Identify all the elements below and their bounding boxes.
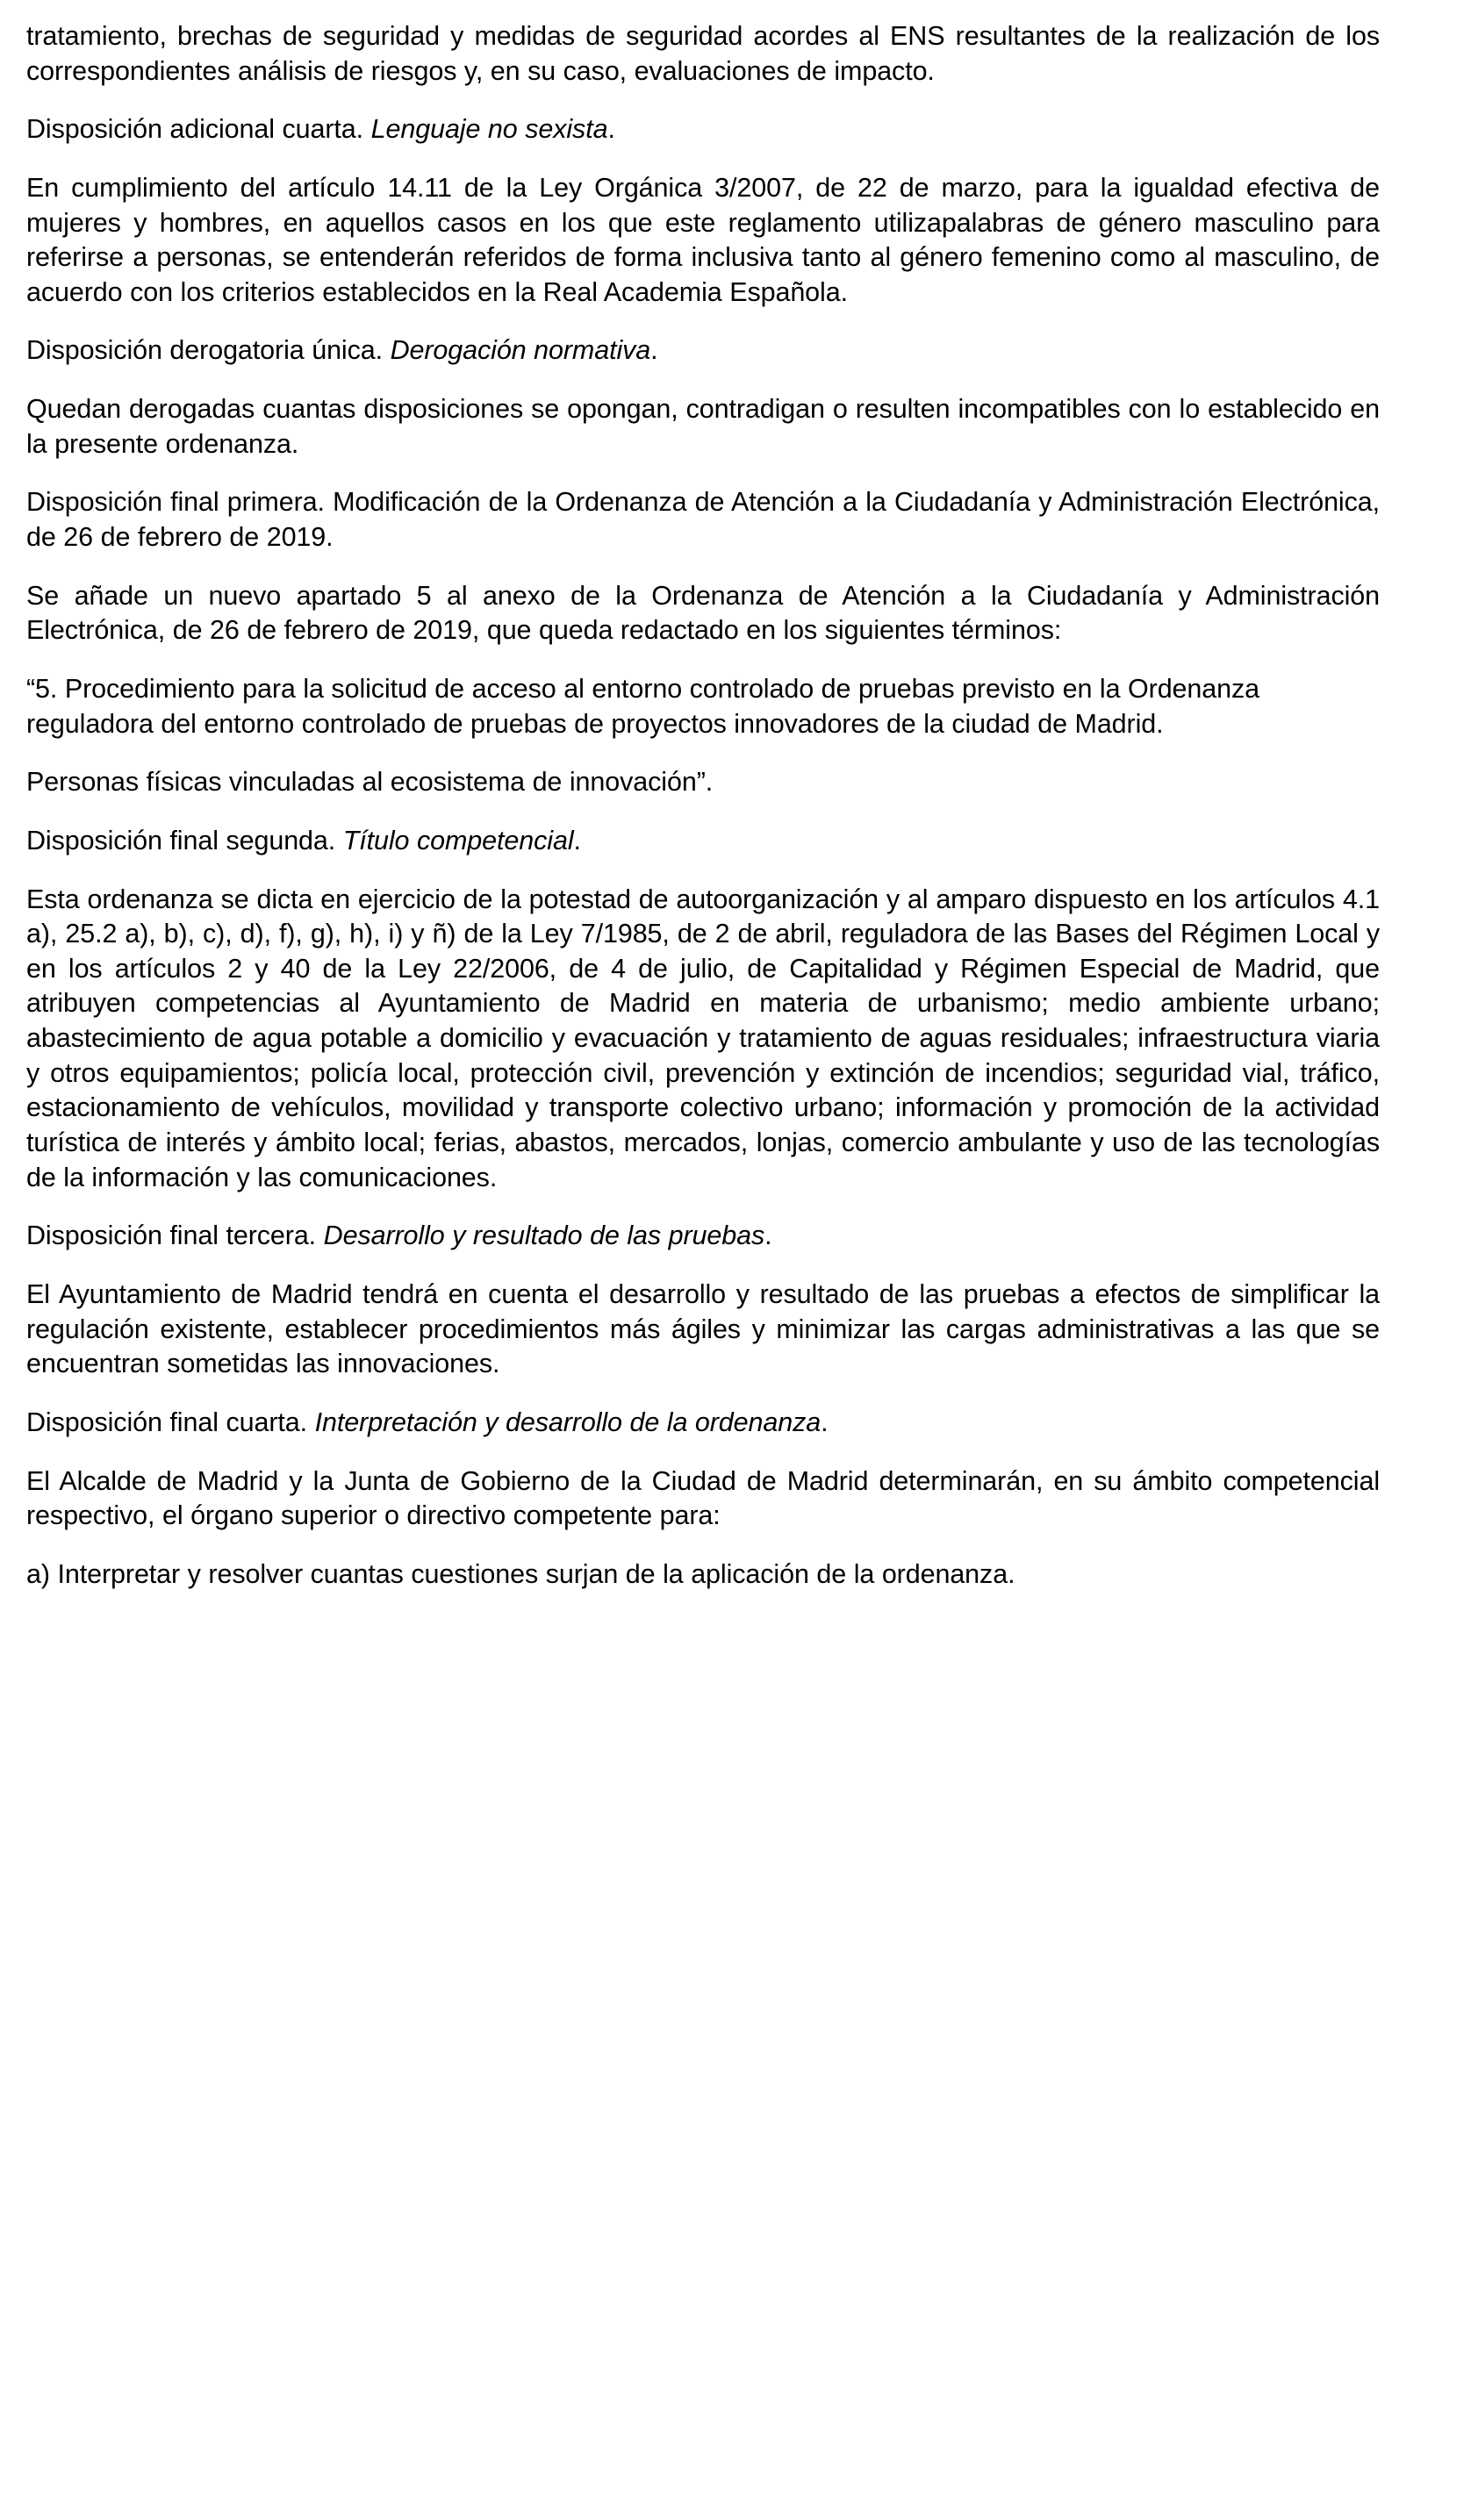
p-apartado-a: a) Interpretar y resolver cuantas cuestiones surjan de la aplicación de la ordenanza. bbox=[26, 1558, 1015, 1589]
p-disposicion-final-primera: Disposición final primera. Modificación de la Ordenanza de Atención a la Ciudadanía y Administración Electrónica, de 26 de febrero de 2019. bbox=[26, 487, 1380, 553]
p-titulo-competencial-cuerpo: Esta ordenanza se dicta en ejercicio de la potestad de autoorganización y al amparo dispuesto en los artículos 4.1 a), 25.2 a), b), c), d), f), g), h), i) y ñ) de la Ley 7/1985, de 2 de abril, reguladora de las Bases del Régimen Local y en los artículos 2 y 40 de la Ley 22/2006, de 4 de julio, de Capitalidad y Régimen Especial de Madrid, que atribuyen competencias al Ayuntamiento de Madrid en materia de urbanismo; medio ambiente urbano; abastecimiento de agua potable a domicilio y evacuación y tratamiento de aguas residuales; infraestructura viaria y otros equipamientos; policía local, protección civil, prevención y extinción de incendios; seguridad vial, tráfico, estacionamiento de vehículos, movilidad y transporte colectivo urbano; información y promoción de la actividad turística de interés y ámbito local; ferias, abastos, mercados, lonjas, comercio ambulante y uso de las tecnologías de la información y las comunicaciones. bbox=[26, 884, 1380, 1192]
p-disposicion-final-tercera: Disposición final tercera. Desarrollo y resultado de las pruebas. bbox=[26, 1221, 772, 1251]
p-personas-fisicas: Personas físicas vinculadas al ecosistema de innovación”. bbox=[26, 767, 714, 798]
emphasis-text: Interpretación y desarrollo de la ordenanza bbox=[314, 1407, 822, 1437]
p-nuevo-apartado-5: Se añade un nuevo apartado 5 al anexo de la Ordenanza de Atención a la Ciudadanía y Administración Electrónica, de 26 de febrero de 2019, que queda redactado en los siguientes términos: bbox=[26, 580, 1380, 646]
p-disposicion-adicional-cuarta: Disposición adicional cuarta. Lenguaje no sexista. bbox=[26, 114, 615, 145]
emphasis-text: Derogación normativa bbox=[390, 335, 651, 366]
p-disposicion-final-cuarta: Disposición final cuarta. Interpretación y desarrollo de la ordenanza. bbox=[26, 1407, 829, 1437]
p-disposicion-final-segunda: Disposición final segunda. Título competencial. bbox=[26, 825, 581, 856]
document-body bbox=[26, 19, 1380, 1592]
emphasis-text: Desarrollo y resultado de las pruebas bbox=[323, 1221, 765, 1251]
p-ayuntamiento-tendra-en-cuenta: El Ayuntamiento de Madrid tendrá en cuenta el desarrollo y resultado de las pruebas a efectos de simplificar la regulación existente, establecer procedimientos más ágiles y minimizar las cargas administrativas a las que se encuentran sometidas las innovaciones. bbox=[26, 1278, 1380, 1379]
p-cita-apartado-5: “5. Procedimiento para la solicitud de acceso al entorno controlado de pruebas previsto en la Ordenanza reguladora del entorno controlado de pruebas de proyectos innovadores de la ciudad de Madrid. bbox=[26, 673, 1260, 739]
p-ens-continuation: tratamiento, brechas de seguridad y medidas de seguridad acordes al ENS resultantes de la realización de los correspondientes análisis de riesgos y, en su caso, evaluaciones de impacto. bbox=[26, 21, 1380, 86]
emphasis-text: Título competencial bbox=[342, 825, 574, 856]
p-alcalde-junta-gobierno: El Alcalde de Madrid y la Junta de Gobierno de la Ciudad de Madrid determinarán, en su ámbito competencial respectivo, el órgano superior o directivo competente para: bbox=[26, 1465, 1380, 1531]
p-derogadas: Quedan derogadas cuantas disposiciones se opongan, contradigan o resulten incompatibles con lo establecido en la presente ordenanza. bbox=[26, 394, 1380, 459]
p-disposicion-derogatoria-unica: Disposición derogatoria única. Derogación normativa. bbox=[26, 335, 658, 366]
p-articulo-14-11: En cumplimiento del artículo 14.11 de la Ley Orgánica 3/2007, de 22 de marzo, para la igualdad efectiva de mujeres y hombres, en aquellos casos en los que este reglamento utilizapalabras de género masculino para referirse a personas, se entenderán referidos de forma inclusiva tanto al género femenino como al masculino, de acuerdo con los criterios establecidos en la Real Academia Española. bbox=[26, 172, 1380, 307]
emphasis-text: Lenguaje no sexista bbox=[370, 114, 608, 145]
